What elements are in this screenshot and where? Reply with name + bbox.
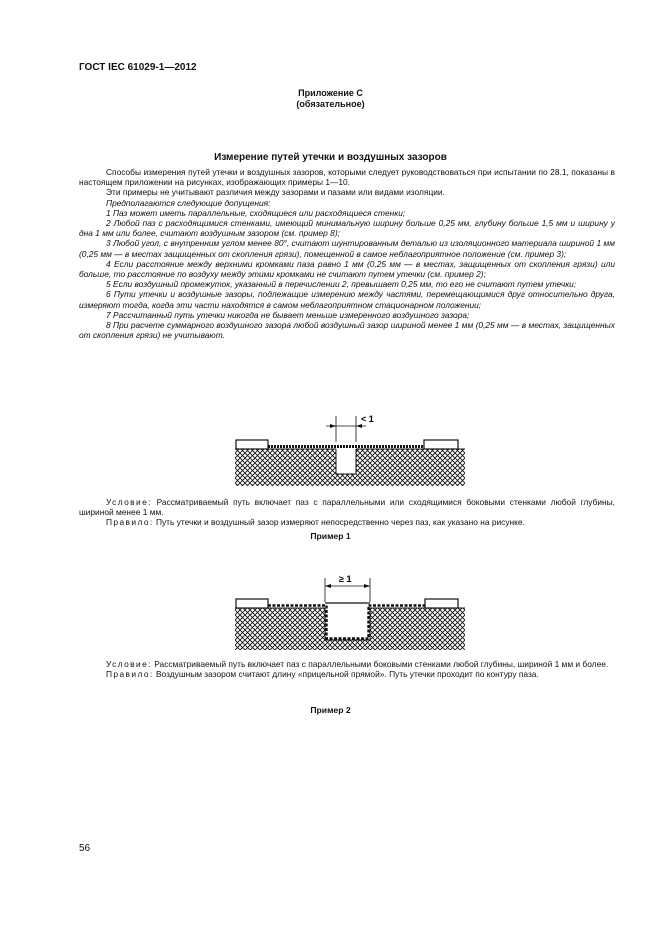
assumption-6: 6 Пути утечки и воздушные зазоры, подлежащие измерению между частями, перемещающимися друг относительно друга, измеряют тогда, когда эти части находятся в самом неблагоприятном стационарном положении; [79, 289, 615, 310]
example-1-rule: Путь утечки и воздушный зазор измеряют непосредственно через паз, как указано на рисунке. [155, 517, 525, 528]
intro-paragraph-2: Эти примеры не учитывают различия между зазорами и пазами или видами изоляции. [106, 187, 445, 198]
example-1-text [79, 497, 615, 528]
assumption-5: 5 Если воздушный промежуток, указанный в перечислении 2, превышает 0,25 мм, то его не считают путем утечки; [106, 279, 577, 290]
example-2-rule: Воздушным зазором считают длину «прицельной прямой». Путь утечки проходит по контуру паза. [155, 669, 539, 680]
example-2-condition: Рассматриваемый путь включает паз с параллельными боковыми стенками любой глубины, шириной 1 мм и более. [154, 659, 609, 669]
section-title: Измерение путей утечки и воздушных зазоров [214, 152, 447, 163]
assumption-1: 1 Паз может иметь параллельные, сходящиеся или расходящиеся стенки; [106, 207, 406, 218]
intro-text [79, 167, 615, 340]
example-1-rule-label: Правило: [106, 517, 154, 528]
example-2-caption: Пример 2 [310, 705, 351, 715]
example-2-rule-label: Правило: [106, 669, 154, 680]
example-1-caption: Пример 1 [310, 531, 351, 541]
document-code: ГОСТ IEC 61029-1—2012 [79, 62, 197, 73]
example-1-dimension-label: < 1 [361, 414, 374, 424]
example-1-condition: Рассматриваемый путь включает паз с параллельными или сходящимися боковыми стенками любой глубины, шириной менее 1 мм. [79, 497, 616, 518]
assumption-7: 7 Рассчитанный путь утечки никогда не бывает меньше измеренного воздушного зазора; [106, 309, 470, 320]
example-1-figure [230, 408, 470, 488]
assumption-3: 3 Любой угол, с внутренним углом менее 80°, считают шунтированным деталью из изоляционного материала шириной 1 мм (0,25 мм — в местах защищенных от скопления грязи), помещенной в самое неблагоприятное положение (см. пример 3); [79, 238, 615, 259]
assumptions-intro: Предполагаются следующие допущения: [106, 197, 271, 208]
example-2-dimension-label: ≥ 1 [339, 574, 352, 584]
example-2-text [79, 659, 615, 679]
intro-paragraph-1: Способы измерения путей утечки и воздушных зазоров, которыми следует руководствоваться при испытании по 28.1, показаны в настоящем приложении на рисунках, изображающих примеры 1—10. [79, 167, 615, 188]
example-2-condition-label: Условие: [106, 659, 152, 669]
assumption-8: 8 При расчете суммарного воздушного зазора любой воздушный зазор шириной менее 1 мм (0,25 мм — в местах, защищенных от скопления грязи) не учитывают. [79, 320, 615, 341]
example-1-condition-label: Условие: [106, 497, 152, 507]
page-number: 56 [79, 843, 91, 854]
assumption-2: 2 Любой паз с расходящимися стенками, имеющий минимальную ширину больше 0,25 мм, глубину больше 1,5 мм и ширину у дна 1 мм или более, считают воздушным зазором (см. пример 8); [79, 218, 615, 239]
example-2-figure [230, 570, 470, 652]
assumption-4: 4 Если расстояние между верхними кромками паза равно 1 мм (0,25 мм — в местах, защищенных от скопления грязи) или больше, то расстояние по воздуху между этими кромками не считают путем утечки (см. пример 2); [79, 258, 615, 280]
annex-subtitle: (обязательное) [296, 99, 365, 109]
annex-title: Приложение С [298, 88, 363, 98]
